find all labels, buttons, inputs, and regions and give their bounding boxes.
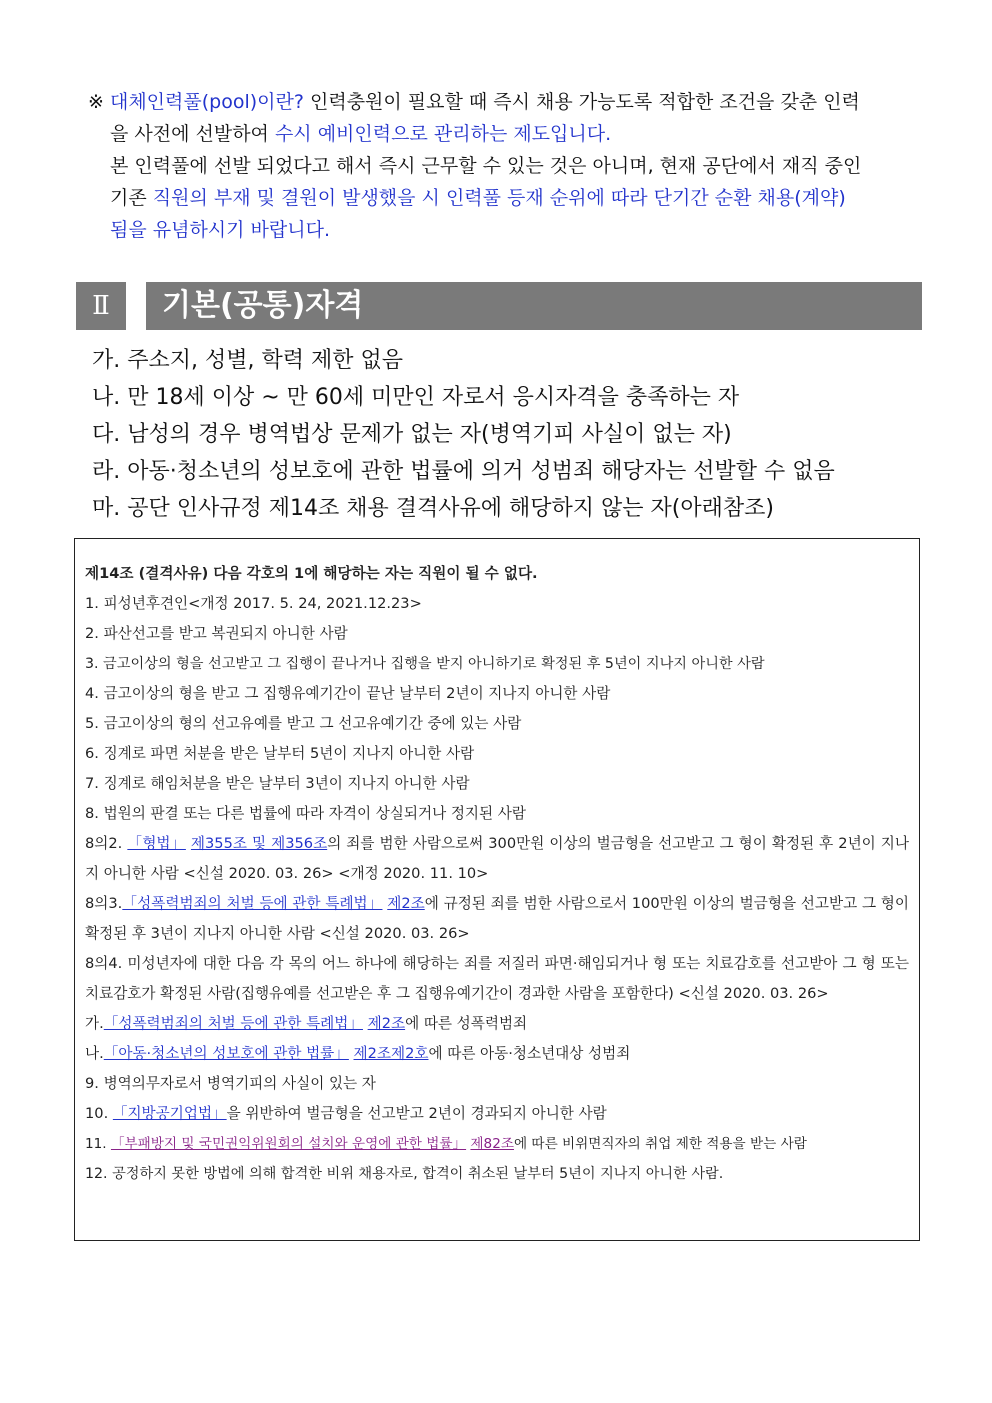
- item-text: 에 따른 아동·청소년대상 성범죄: [428, 1045, 631, 1062]
- article-item: 2. 파산선고를 받고 복권되지 아니한 사람: [85, 625, 348, 642]
- notice-line-3: 본 인력풀에 선발 되었다고 해서 즉시 근무할 수 있는 것은 아니며, 현재 공단에서 재직 중인: [110, 155, 862, 177]
- article-link[interactable]: 제2조제2호: [353, 1045, 429, 1062]
- article-item: 1. 피성년후견인<개정 2017. 5. 24, 2021.12.23>: [85, 595, 422, 612]
- notice-line-1-text: 인력충원이 필요할 때 즉시 채용 가능도록 적합한 조건을 갖춘 인력: [303, 91, 860, 113]
- qualification-item: 나. 만 18세 이상 ~ 만 60세 미만인 자로서 응시자격을 충족하는 자: [92, 385, 740, 410]
- item-text: 에 따른 비위면직자의 취업 제한 적용을 받는 사람: [513, 1136, 807, 1152]
- article-item: 3. 금고이상의 형을 선고받고 그 집행이 끝나거나 집행을 받지 아니하기로 확정된 후 5년이 지나지 아니한 사람: [85, 656, 765, 672]
- notice-line-4: [88, 182, 928, 214]
- article-link[interactable]: 제2조: [387, 895, 425, 912]
- section-title: 기본(공통)자격: [146, 282, 922, 330]
- qualification-item: 다. 남성의 경우 병역법상 문제가 없는 자(병역기피 사실이 없는 자): [92, 422, 732, 447]
- article-item: 9. 병역의무자로서 병역기피의 사실이 있는 자: [85, 1075, 376, 1092]
- article-item: 8. 법원의 판결 또는 다른 법률에 따라 자격이 상실되거나 정지된 사람: [85, 805, 526, 822]
- reference-mark: ※: [88, 91, 110, 113]
- law-link[interactable]: 「형법」: [127, 835, 186, 852]
- article-subitem: [85, 1009, 909, 1039]
- qualification-item: 라. 아동·청소년의 성보호에 관한 법률에 의거 성범죄 해당자는 선발할 수 없음: [92, 459, 835, 484]
- item-number: 8의3.: [85, 895, 123, 912]
- item-text: 의 죄를 범한 사람으로써 300만원 이상의 벌금형을 선고받고 그 형이 확정된 후 2년이 지나지 아니한 사람 <신설 2020. 03. 26> <개정 2020. 11. 10>: [85, 835, 909, 882]
- law-link[interactable]: 「지방공기업법」: [112, 1105, 227, 1122]
- section-number: Ⅱ: [76, 282, 126, 330]
- notice-line-2-highlight: 수시 예비인력으로 관리하는 제도입니다.: [274, 123, 612, 145]
- law-link[interactable]: 「부패방지 및 국민권익위원회의 설치와 운영에 관한 법률」: [110, 1136, 467, 1152]
- law-link[interactable]: 「성폭력범죄의 처벌 등에 관한 특례법」: [122, 895, 383, 912]
- article-item: 6. 징계로 파면 처분을 받은 날부터 5년이 지나지 아니한 사람: [85, 745, 475, 762]
- notice-line-2: [88, 118, 928, 150]
- disqualification-article-box: [74, 538, 920, 1241]
- notice-line-1: [88, 86, 928, 118]
- article-item: 8의4. 미성년자에 대한 다음 각 목의 어느 하나에 해당하는 죄를 저질러 파면·해임되거나 형 또는 치료감호를 선고받아 그 형 또는 치료감호가 확정된 사람(집행유예를 선고받은 후 그 집행유예기간이 경과한 사람을 포함한다) <신설 2020. 03. 26>: [85, 955, 909, 1002]
- pool-notice: [88, 86, 928, 246]
- article-item: 7. 징계로 해임처분을 받은 날부터 3년이 지나지 아니한 사람: [85, 775, 470, 792]
- article-item: [85, 1129, 909, 1159]
- notice-line-2-text: 을 사전에 선발하여: [110, 123, 275, 145]
- article-subitem: [85, 1039, 909, 1069]
- article-item: 5. 금고이상의 형의 선고유예를 받고 그 선고유예기간 중에 있는 사람: [85, 715, 522, 732]
- article-item: [85, 889, 909, 949]
- article-item: [85, 1099, 909, 1129]
- item-number: 8의2.: [85, 835, 128, 852]
- item-text: 에 규정된 죄를 범한 사람으로서 100만원 이상의 벌금형을 선고받고 그 형이 확정된 후 3년이 지나지 아니한 사람 <신설 2020. 03. 26>: [85, 895, 910, 942]
- article-link[interactable]: 제355조 및 제356조: [190, 835, 328, 852]
- item-text: 에 따른 성폭력범죄: [405, 1015, 528, 1032]
- qualification-item: 마. 공단 인사규정 제14조 채용 결격사유에 해당하지 않는 자(아래참조): [92, 496, 774, 521]
- notice-line-4-highlight: 직원의 부재 및 결원이 발생했을 시 인력풀 등재 순위에 따라 단기간 순환 채용(계약): [152, 187, 846, 209]
- law-link[interactable]: 「아동·청소년의 성보호에 관한 법률」: [103, 1045, 349, 1062]
- qualification-item: 가. 주소지, 성별, 학력 제한 없음: [92, 348, 403, 373]
- notice-line-4-text: 기존: [110, 187, 153, 209]
- item-number: 나.: [85, 1045, 104, 1062]
- item-text: 을 위반하여 벌금형을 선고받고 2년이 경과되지 아니한 사람: [226, 1105, 607, 1122]
- article-title: 제14조 (결격사유) 다음 각호의 1에 해당하는 자는 직원이 될 수 없다.: [85, 565, 538, 582]
- item-number: 11.: [85, 1136, 111, 1152]
- item-number: 10.: [85, 1105, 113, 1122]
- article-link[interactable]: 제2조: [367, 1015, 406, 1032]
- article-link[interactable]: 제82조: [470, 1136, 514, 1152]
- notice-line-5: 됨을 유념하시기 바랍니다.: [110, 219, 331, 241]
- item-number: 가.: [85, 1015, 104, 1032]
- article-item: [85, 829, 909, 889]
- notice-term: 대체인력풀(pool)이란?: [109, 91, 304, 113]
- qualification-list: [92, 342, 932, 527]
- article-item: 12. 공정하지 못한 방법에 의해 합격한 비위 채용자로, 합격이 취소된 날부터 5년이 지나지 아니한 사람.: [85, 1166, 724, 1182]
- law-link[interactable]: 「성폭력범죄의 처벌 등에 관한 특례법」: [103, 1015, 363, 1032]
- article-item: 4. 금고이상의 형을 받고 그 집행유예기간이 끝난 날부터 2년이 지나지 아니한 사람: [85, 685, 611, 702]
